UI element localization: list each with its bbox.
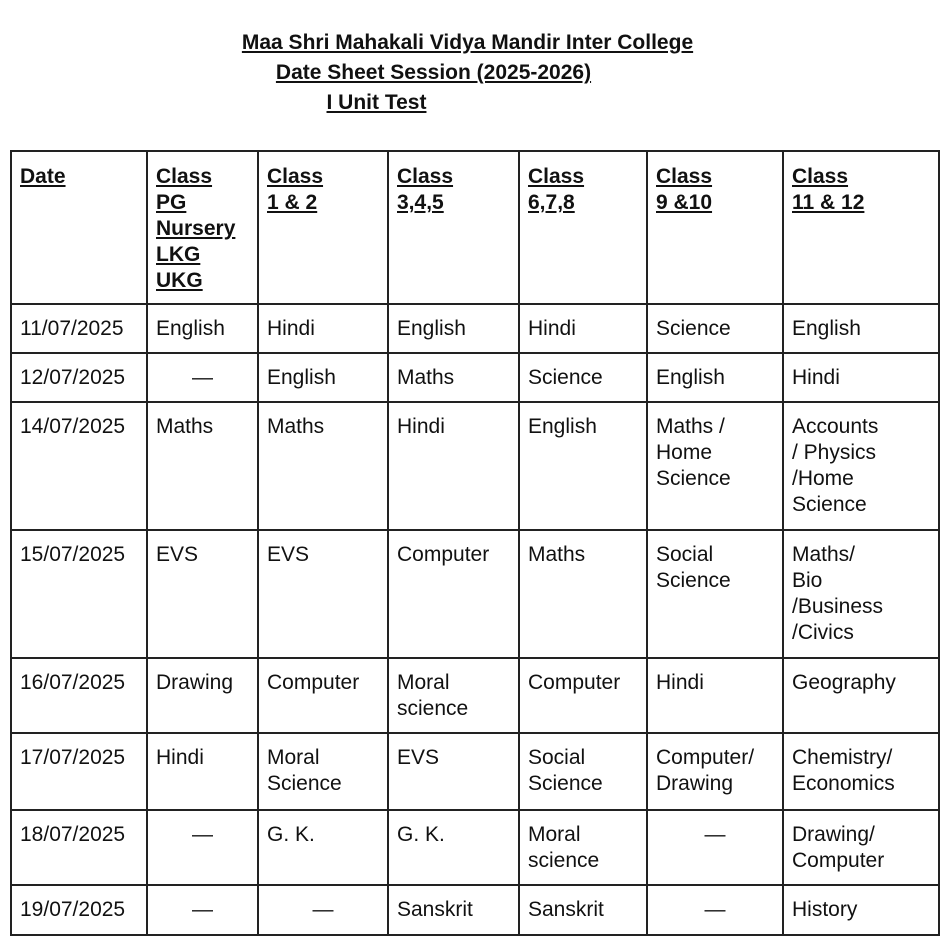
date-cell: 14/07/2025 — [11, 402, 147, 530]
column-header — [11, 151, 147, 304]
school-title: Maa Shri Mahakali Vidya Mandir Inter College — [241, 31, 694, 54]
subject-cell: EVS — [258, 530, 388, 658]
table-row — [11, 810, 939, 885]
subject-cell: Drawing — [147, 658, 258, 733]
date-cell: 17/07/2025 — [11, 733, 147, 810]
subject-cell: Computer/ Drawing — [647, 733, 783, 810]
date-cell: 18/07/2025 — [11, 810, 147, 885]
subject-cell: Hindi — [388, 402, 519, 530]
subject-cell: Geography — [783, 658, 939, 733]
subject-cell: Hindi — [258, 304, 388, 353]
column-header-line: 6,7,8 — [528, 191, 575, 214]
subject-cell: Computer — [258, 658, 388, 733]
column-header-line: Date — [20, 165, 66, 188]
column-header-line: PG — [156, 191, 187, 214]
subject-cell: Maths/ Bio /Business /Civics — [783, 530, 939, 658]
subject-cell: — — [647, 885, 783, 935]
date-cell: 12/07/2025 — [11, 353, 147, 402]
table-row — [11, 658, 939, 733]
subject-cell: Moral science — [388, 658, 519, 733]
subject-cell: — — [147, 810, 258, 885]
subject-cell: Sanskrit — [519, 885, 647, 935]
column-header — [519, 151, 647, 304]
date-sheet-table — [10, 150, 940, 936]
subject-cell: — — [647, 810, 783, 885]
subject-cell: EVS — [388, 733, 519, 810]
date-cell: 19/07/2025 — [11, 885, 147, 935]
date-cell: 11/07/2025 — [11, 304, 147, 353]
subject-cell: Computer — [388, 530, 519, 658]
subject-cell: Maths — [388, 353, 519, 402]
header-row — [11, 151, 939, 304]
column-header-line: Class — [792, 165, 849, 188]
subject-cell: G. K. — [258, 810, 388, 885]
subject-cell: Accounts / Physics /Home Science — [783, 402, 939, 530]
subject-cell: Drawing/ Computer — [783, 810, 939, 885]
subject-cell: English — [258, 353, 388, 402]
subject-cell: Hindi — [147, 733, 258, 810]
column-header-line: Class — [528, 165, 585, 188]
subject-cell: — — [147, 353, 258, 402]
subject-cell: Maths — [519, 530, 647, 658]
subject-cell: Hindi — [519, 304, 647, 353]
subject-cell: English — [147, 304, 258, 353]
column-header-line: 1 & 2 — [267, 191, 318, 214]
subject-cell: Maths — [147, 402, 258, 530]
subject-cell: — — [147, 885, 258, 935]
column-header — [647, 151, 783, 304]
subject-cell: Sanskrit — [388, 885, 519, 935]
table-row — [11, 402, 939, 530]
column-header — [388, 151, 519, 304]
subject-cell: History — [783, 885, 939, 935]
subject-cell: Science — [647, 304, 783, 353]
column-header — [783, 151, 939, 304]
subject-cell: English — [388, 304, 519, 353]
column-header-line: LKG — [156, 243, 201, 266]
subject-cell: Moral Science — [258, 733, 388, 810]
subject-cell: English — [519, 402, 647, 530]
subject-cell: Social Science — [647, 530, 783, 658]
table-row — [11, 885, 939, 935]
column-header-line: Class — [397, 165, 454, 188]
table-row — [11, 353, 939, 402]
column-header-line: Class — [156, 165, 213, 188]
column-header-line: Nursery — [156, 217, 236, 240]
subject-cell: Maths — [258, 402, 388, 530]
subject-cell: Science — [519, 353, 647, 402]
subject-cell: — — [258, 885, 388, 935]
subject-cell: Hindi — [647, 658, 783, 733]
subject-cell: English — [783, 304, 939, 353]
subject-cell: G. K. — [388, 810, 519, 885]
column-header-line: Class — [267, 165, 324, 188]
table-row — [11, 530, 939, 658]
subject-cell: EVS — [147, 530, 258, 658]
column-header-line: 9 &10 — [656, 191, 713, 214]
test-title: I Unit Test — [326, 91, 427, 114]
subject-cell: Hindi — [783, 353, 939, 402]
date-cell: 15/07/2025 — [11, 530, 147, 658]
subject-cell: Maths / Home Science — [647, 402, 783, 530]
column-header-line: 3,4,5 — [397, 191, 444, 214]
subject-cell: English — [647, 353, 783, 402]
subject-cell: Computer — [519, 658, 647, 733]
subject-cell: Moral science — [519, 810, 647, 885]
subject-cell: Chemistry/ Economics — [783, 733, 939, 810]
date-cell: 16/07/2025 — [11, 658, 147, 733]
column-header-line: UKG — [156, 269, 203, 292]
table-row — [11, 304, 939, 353]
column-header — [147, 151, 258, 304]
table-row — [11, 733, 939, 810]
column-header-line: Class — [656, 165, 713, 188]
column-header — [258, 151, 388, 304]
date-sheet-title: Date Sheet Session (2025-2026) — [275, 61, 592, 84]
subject-cell: Social Science — [519, 733, 647, 810]
column-header-line: 11 & 12 — [792, 191, 865, 214]
